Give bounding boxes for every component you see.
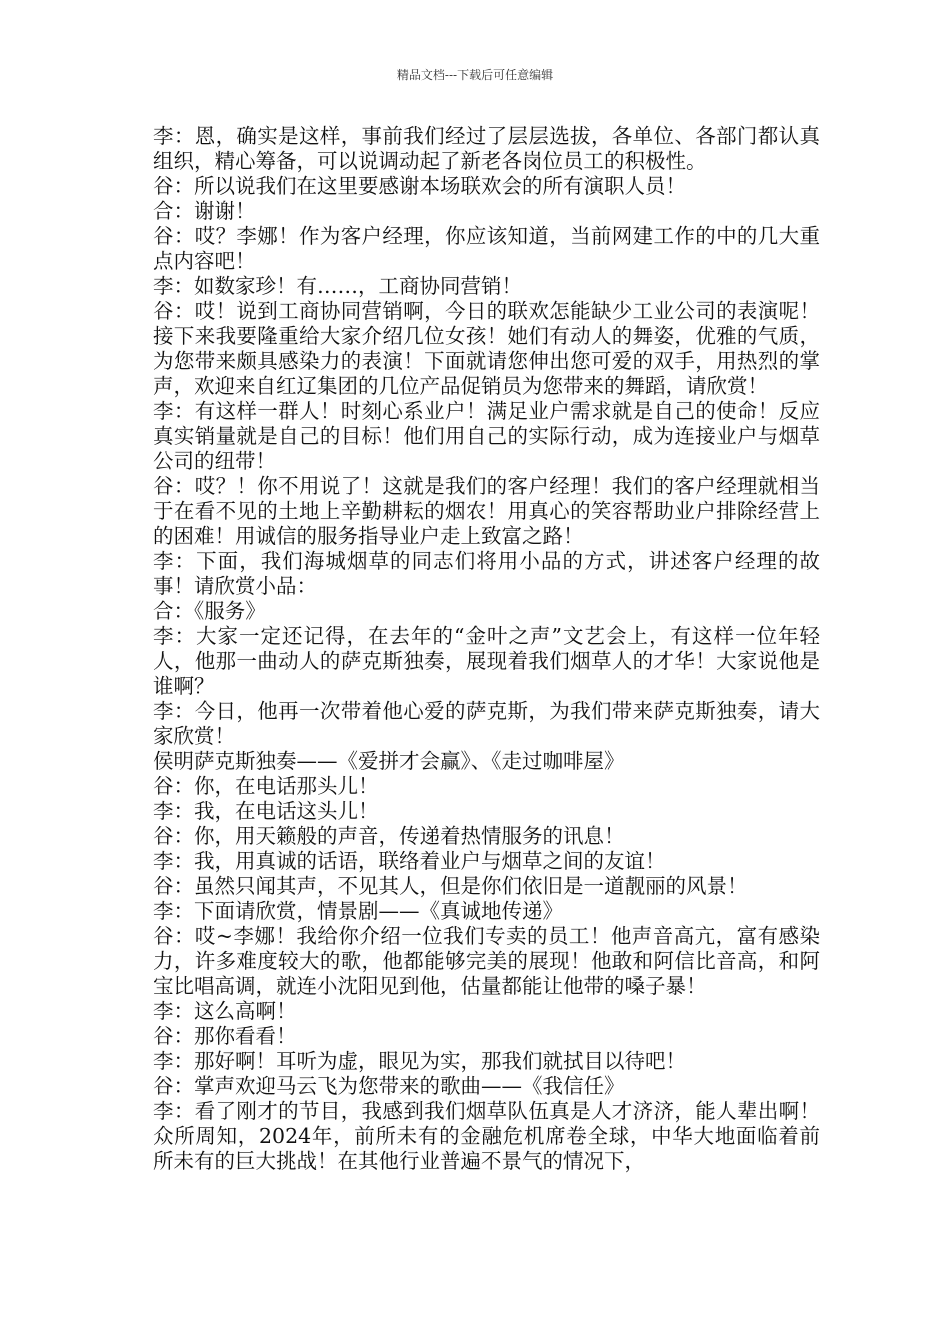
paragraph: 谷：哎？李娜！作为客户经理，你应该知道，当前网建工作的中的几大重点内容吧！ [153, 224, 820, 273]
paragraph: 李：那好啊！耳听为虚，眼见为实，那我们就拭目以待吧！ [153, 1049, 686, 1073]
paragraph: 李：我，在电话这头儿！ [153, 799, 379, 823]
paragraph: 李：恩，确实是这样，事前我们经过了层层选拔，各单位、各部门都认真组织，精心筹备，可以说调动起了新老各岗位员工的积极性。 [153, 124, 820, 173]
paragraph: 合：谢谢！ [153, 199, 256, 223]
paragraph: 谷：你，用天籁般的声音，传递着热情服务的讯息！ [153, 824, 625, 848]
paragraph: 谷：掌声欢迎马云飞为您带来的歌曲——《我信任》 [153, 1074, 625, 1098]
paragraph: 李：下面请欣赏，情景剧——《真诚地传递》 [153, 899, 563, 923]
paragraph: 谷：虽然只闻其声，不见其人，但是你们依旧是一道靓丽的风景！ [153, 874, 748, 898]
paragraph: 李：我，用真诚的话语，联络着业户与烟草之间的友谊！ [153, 849, 666, 873]
paragraph: 李：有这样一群人！时刻心系业户！满足业户需求就是自己的使命！反应真实销量就是自己的目标！他们用自己的实际行动，成为连接业户与烟草公司的纽带！ [153, 399, 820, 473]
paragraph: 谷：哎？！你不用说了！这就是我们的客户经理！我们的客户经理就相当于在看不见的土地上辛勤耕耘的烟农！用真心的笑容帮助业户排除经营上的困难！用诚信的服务指导业户走上致富之路！ [153, 474, 820, 548]
paragraph: 李：如数家珍！有……，工商协同营销！ [153, 274, 522, 298]
paragraph: 李：大家一定还记得，在去年的“金叶之声”文艺会上，有这样一位年轻人，他那一曲动人的萨克斯独奏，展现着我们烟草人的才华！大家说他是谁啊？ [153, 624, 820, 698]
paragraph: 李：下面，我们海城烟草的同志们将用小品的方式，讲述客户经理的故事！请欣赏小品： [153, 549, 820, 598]
paragraph: 李：这么高啊！ [153, 999, 297, 1023]
paragraph: 李：今日，他再一次带着他心爱的萨克斯，为我们带来萨克斯独奏，请大家欣赏！ [153, 699, 820, 748]
paragraph: 谷：那你看看！ [153, 1024, 297, 1048]
document-body [145, 124, 820, 1174]
paragraph: 谷：你，在电话那头儿！ [153, 774, 379, 798]
page-header: 精品文档---下载后可任意编辑 [396, 68, 554, 82]
paragraph: 合：《服务》 [153, 599, 266, 623]
paragraph: 谷：哎~李娜！我给你介绍一位我们专卖的员工！他声音高亢，富有感染力，许多难度较大的歌，他都能够完美的展现！他敢和阿信比音高，和阿宝比唱高调，就连小沈阳见到他，估量都能让他带的嗓子暴！ [153, 924, 820, 998]
paragraph: 侯明萨克斯独奏——《爱拼才会赢》、《走过咖啡屋》 [153, 749, 625, 773]
paragraph: 李：看了刚才的节目，我感到我们烟草队伍真是人才济济，能人辈出啊！众所周知，2024年，前所未有的金融危机席卷全球，中华大地面临着前所未有的巨大挑战！在其他行业普遍不景气的情况下， [153, 1099, 820, 1173]
paragraph: 谷：所以说我们在这里要感谢本场联欢会的所有演职人员！ [153, 174, 686, 198]
paragraph: 谷：哎！说到工商协同营销啊，今日的联欢怎能缺少工业公司的表演呢！接下来我要隆重给大家介绍几位女孩！她们有动人的舞姿，优雅的气质，为您带来颇具感染力的表演！下面就请您伸出您可爱的双手，用热烈的掌声，欢迎来自红辽集团的几位产品促销员为您带来的舞蹈，请欣赏！ [153, 299, 820, 398]
